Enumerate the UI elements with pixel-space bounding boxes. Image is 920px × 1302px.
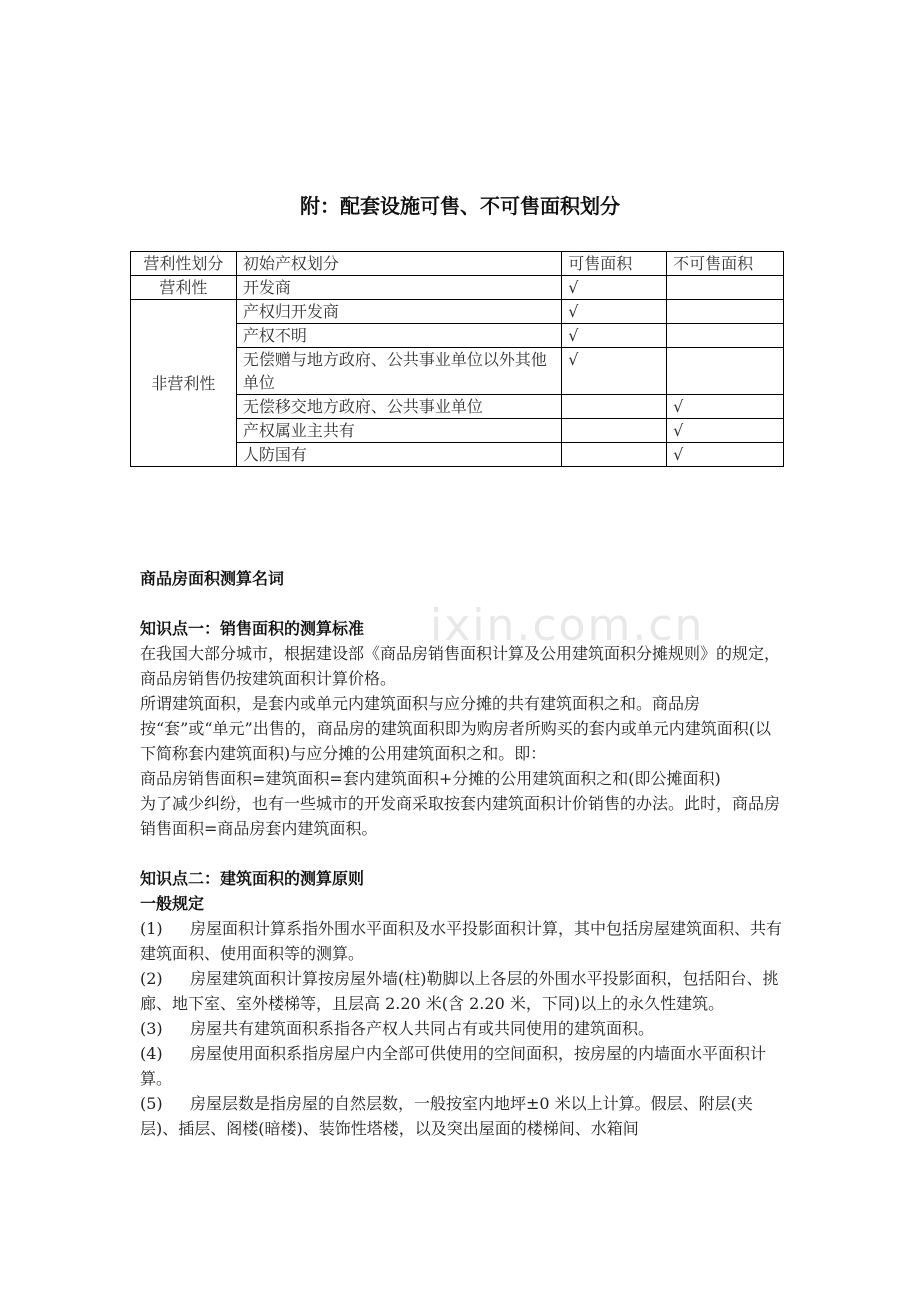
point1-heading: 知识点一：销售面积的测算标准 — [140, 619, 365, 638]
area-division-table — [130, 251, 784, 467]
table-header-row — [131, 252, 784, 276]
content-body — [140, 566, 784, 1141]
item-number: (5) — [140, 1094, 163, 1113]
list-item — [140, 966, 784, 1016]
paragraph: 商品房销售面积=建筑面积=套内建筑面积+分摊的公用建筑面积之和(即公摊面积) — [140, 769, 721, 788]
unsellable-check — [667, 276, 784, 300]
group-nonprofit: 非营利性 — [131, 300, 237, 467]
row-item: 产权属业主共有 — [236, 419, 561, 443]
header-unsellable: 不可售面积 — [667, 252, 784, 276]
item-text: 房屋共有建筑面积系指各产权人共同占有或共同使用的建筑面积。 — [190, 1019, 655, 1038]
unsellable-check — [667, 324, 784, 348]
list-item — [140, 916, 784, 966]
paragraph: 为了减少纠纷，也有一些城市的开发商采取按套内建筑面积计价销售的办法。此时，商品房销售面积=商品房套内建筑面积。 — [140, 794, 781, 838]
row-item: 人防国有 — [236, 443, 561, 467]
list-item — [140, 1016, 784, 1041]
point2-subheading: 一般规定 — [140, 894, 205, 913]
group-profit: 营利性 — [131, 276, 237, 300]
list-item — [140, 1041, 784, 1091]
row-item: 开发商 — [236, 276, 561, 300]
item-number: (3) — [140, 1019, 163, 1038]
unsellable-check: √ — [667, 443, 784, 467]
row-item: 无偿赠与地方政府、公共事业单位以外其他单位 — [236, 348, 561, 395]
sellable-check — [562, 395, 667, 419]
item-text: 房屋层数是指房屋的自然层数，一般按室内地坪±0 米以上计算。假层、附层(夹层)、插层、阁楼(暗楼)、装饰性塔楼，以及突出屋面的楼梯间、水箱间 — [140, 1094, 753, 1138]
unsellable-check: √ — [667, 419, 784, 443]
list-item — [140, 1091, 784, 1141]
sellable-check: √ — [562, 276, 667, 300]
sellable-check — [562, 443, 667, 467]
table-row — [131, 276, 784, 300]
section-title: 商品房面积测算名词 — [140, 569, 285, 588]
unsellable-check — [667, 348, 784, 395]
item-number: (1) — [140, 919, 163, 938]
table-row — [131, 300, 784, 324]
sellable-check — [562, 419, 667, 443]
item-number: (2) — [140, 969, 163, 988]
row-item: 产权归开发商 — [236, 300, 561, 324]
item-number: (4) — [140, 1044, 163, 1063]
header-sellable: 可售面积 — [562, 252, 667, 276]
watermark: ixin.com.cn — [430, 600, 705, 651]
paragraph: 在我国大部分城市，根据建设部《商品房销售面积计算及公用建筑面积分摊规则》的规定，商品房销售仍按建筑面积计算价格。 — [140, 644, 781, 688]
item-text: 房屋面积计算系指外围水平面积及水平投影面积计算，其中包括房屋建筑面积、共有建筑面积、使用面积等的测算。 — [140, 919, 783, 963]
row-item: 产权不明 — [236, 324, 561, 348]
sellable-check: √ — [562, 300, 667, 324]
item-text: 房屋使用面积系指房屋户内全部可供使用的空间面积，按房屋的内墙面水平面积计算。 — [140, 1044, 767, 1088]
sellable-check: √ — [562, 348, 667, 395]
unsellable-check — [667, 300, 784, 324]
point2-heading: 知识点二：建筑面积的测算原则 — [140, 869, 365, 888]
row-item: 无偿移交地方政府、公共事业单位 — [236, 395, 561, 419]
sellable-check: √ — [562, 324, 667, 348]
paragraph: 所谓建筑面积，是套内或单元内建筑面积与应分摊的共有建筑面积之和。商品房按“套”或“单元”出售的，商品房的建筑面积即为购房者所购买的套内或单元内建筑面积(以下简称套内建筑面积)与应分摊的公用建筑面积之和。即： — [140, 694, 771, 763]
unsellable-check: √ — [667, 395, 784, 419]
page-title: 附：配套设施可售、不可售面积划分 — [300, 194, 620, 218]
header-initial-ownership: 初始产权划分 — [236, 252, 561, 276]
header-profit-type: 营利性划分 — [131, 252, 237, 276]
item-text: 房屋建筑面积计算按房屋外墙(柱)勒脚以上各层的外围水平投影面积，包括阳台、挑廊、地下室、室外楼梯等，且层高 2.20 米(含 2.20 米，下同)以上的永久性建筑。 — [140, 969, 779, 1013]
